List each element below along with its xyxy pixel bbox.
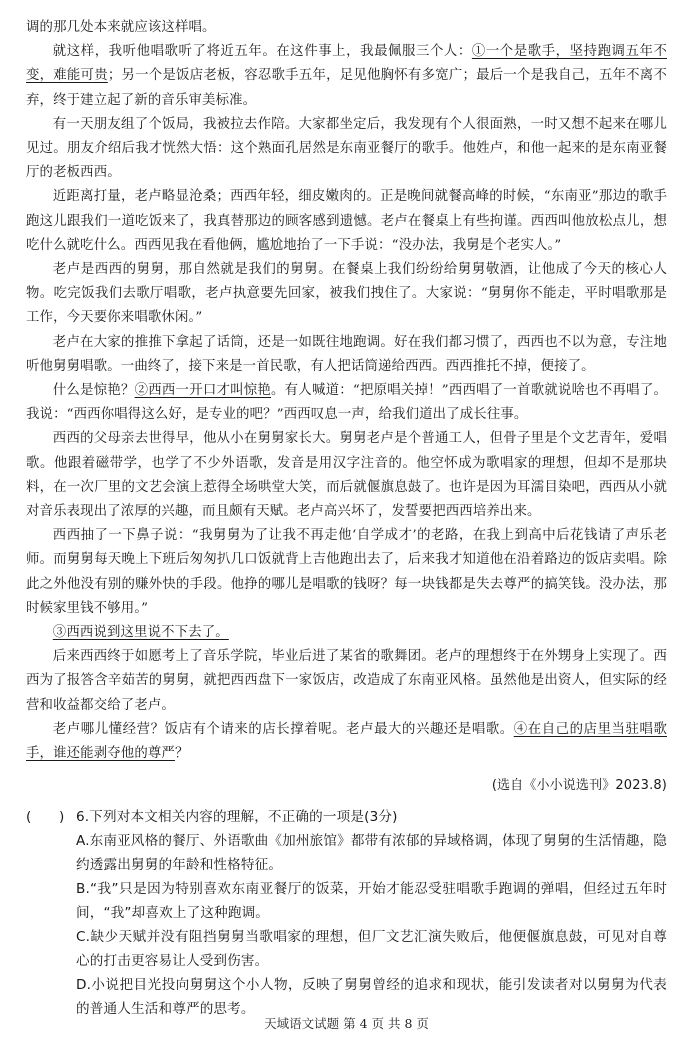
passage-paragraph-3: 近距离打量，老卢略显沧桑；西西年轻，细皮嫩肉的。正是晚间就餐高峰的时候，“东南亚”那边的歌手跑这儿跟我们一道吃饭来了，我真替那边的顾客感到遗憾。老卢在餐桌上有些拘谨。西西叫他放松点儿，想吃什么就吃什么。西西见我在看他俩，尴尬地抬了一下手说：“没办法，我舅是个老实人。” <box>26 189 667 253</box>
underlined-sentence-2: ②西西一开口才叫惊艳 <box>134 383 272 399</box>
passage-paragraph-2: 有一天朋友组了个饭局，我被拉去作陪。大家都坐定后，我发现有个人很面熟，一时又想不起来在哪儿见过。朋友介绍后我才恍然大悟：这个熟面孔居然是东南亚餐厅的歌手。他姓卢，和他一起来的是东南亚餐厅的老板西西。 <box>26 116 667 181</box>
underlined-sentence-1: ①一个是歌手，坚持跑调五年不变，难能可贵 <box>26 44 667 84</box>
option-c: C.缺少天赋并没有阻挡舅舅当歌唱家的理想，但厂文艺汇演失败后，他便偃旗息鼓，可见对自尊心的打击更容易让人受到伤害。 <box>76 928 667 969</box>
option-a: A.东南亚风格的餐厅、外语歌曲《加州旅馆》都带有浓郁的异域格调，体现了舅舅的生活情趣，隐约透露出舅舅的年龄和性格特征。 <box>76 832 667 873</box>
option-b: B.“我”只是因为特别喜欢东南亚餐厅的饭菜，开始才能忍受驻唱歌手跑调的弹唱，但经过五年时间，“我”却喜欢上了这种跑调。 <box>76 880 667 921</box>
passage-paragraph-7: 西西的父母亲去世得早，他从小在舅舅家长大。舅舅老卢是个普通工人，但骨子里是个文艺青年，爱唱歌。他跟着磁带学，也学了不少外语歌，发音是用汉字注音的。他空怀成为歌唱家的理想，但却不是那块料，在一次厂里的文艺会演上惹得全场哄堂大笑，而后就偃旗息鼓了。也许是因为耳濡目染吧，西西从小就对音乐表现出了浓厚的兴趣，而且颇有天赋。老卢高兴坏了，发誓要把西西培养出来。 <box>26 431 667 520</box>
passage-paragraph-10: 后来西西终于如愿考上了音乐学院，毕业后进了某省的歌舞团。老卢的理想终于在外甥身上实现了。西西为了报答含辛茹苦的舅舅，就把西西盘下一家饭店，改造成了东南亚风格。虽然他是出资人，但实际的经营和收益都交给了老卢。 <box>26 649 667 713</box>
question-options <box>26 829 667 1021</box>
passage-paragraph-11: 老卢哪儿懂经营？饭店有个请来的店长撑着呢。老卢最大的兴趣还是唱歌。④在自己的店里当驻唱歌手，谁还能剥夺他的尊严？ <box>26 721 667 762</box>
answer-blank[interactable]: ( ) <box>26 808 65 825</box>
passage-paragraph-5: 老卢在大家的推推下拿起了话筒，还是一如既往地跑调。好在我们都习惯了，西西也不以为意，专注地听他舅舅唱歌。一曲终了，接下来是一首民歌，有人把话筒递给西西。西西推托不掉，便接了。 <box>26 334 667 374</box>
question-stem-line <box>26 805 667 829</box>
page-footer: 天域语文试题 第 4 页 共 8 页 <box>264 1016 429 1031</box>
passage-paragraph-4: 老卢是西西的舅舅，那自然就是我们的舅舅。在餐桌上我们纷纷给舅舅敬酒，让他成了今天的核心人物。吃完饭我们去歌厅唱歌，老卢执意要先回家，被我们拽住了。大家说：“舅舅你不能走，平时唱歌那是工作，今天要你来唱歌休闲。” <box>26 262 667 326</box>
passage-paragraph-9 <box>26 621 667 645</box>
passage-paragraph-8: 西西抽了一下鼻子说：“我舅舅为了让我不再走他‘自学成才’的老路，在我上到高中后花钱请了声乐老师。而舅舅每天晚上下班后匆匆扒几口饭就背上吉他跑出去了，后来我才知道他在沿着路边的饭店卖唱。除此之外他没有别的赚外快的手段。他挣的哪儿是唱歌的钱呀？每一块钱都是失去尊严的搞笑钱。没办法，那时候家里钱不够用。” <box>26 528 667 616</box>
passage-paragraph-1: 就这样，我听他唱歌听了将近五年。在这件事上，我最佩服三个人：①一个是歌手，坚持跑调五年不变，难能可贵；另一个是饭店老板，容忍歌手五年，足见他胸怀有多宽广；最后一个是我自己，五年不离不弃，终于建立起了新的音乐审美标准。 <box>26 44 667 108</box>
source-citation: (选自《小小说选刊》2023.8) <box>491 778 667 794</box>
underlined-sentence-3: ③西西说到这里说不下去了。 <box>52 625 229 641</box>
passage-paragraph-0: 调的那几处本来就应该这样唱。 <box>26 20 216 35</box>
question-stem: 6.下列对本文相关内容的理解，不正确的一项是(3分) <box>76 808 398 825</box>
question-6 <box>26 805 667 829</box>
passage-paragraph-6: 什么是惊艳？②西西一开口才叫惊艳。有人喊道：“把原唱关掉！”西西唱了一首歌就说啥也不再唱了。我说：“西西你唱得这么好，是专业的吧？”西西叹息一声，给我们道出了成长往事。 <box>26 383 667 423</box>
option-d: D.小说把目光投向舅舅这个小人物，反映了舅舅曾经的追求和现状，能引发读者对以舅舅为代表的普通人生活和尊严的思考。 <box>76 976 667 1017</box>
underlined-sentence-4: ④在自己的店里当驻唱歌手，谁还能剥夺他的尊严 <box>26 721 667 762</box>
